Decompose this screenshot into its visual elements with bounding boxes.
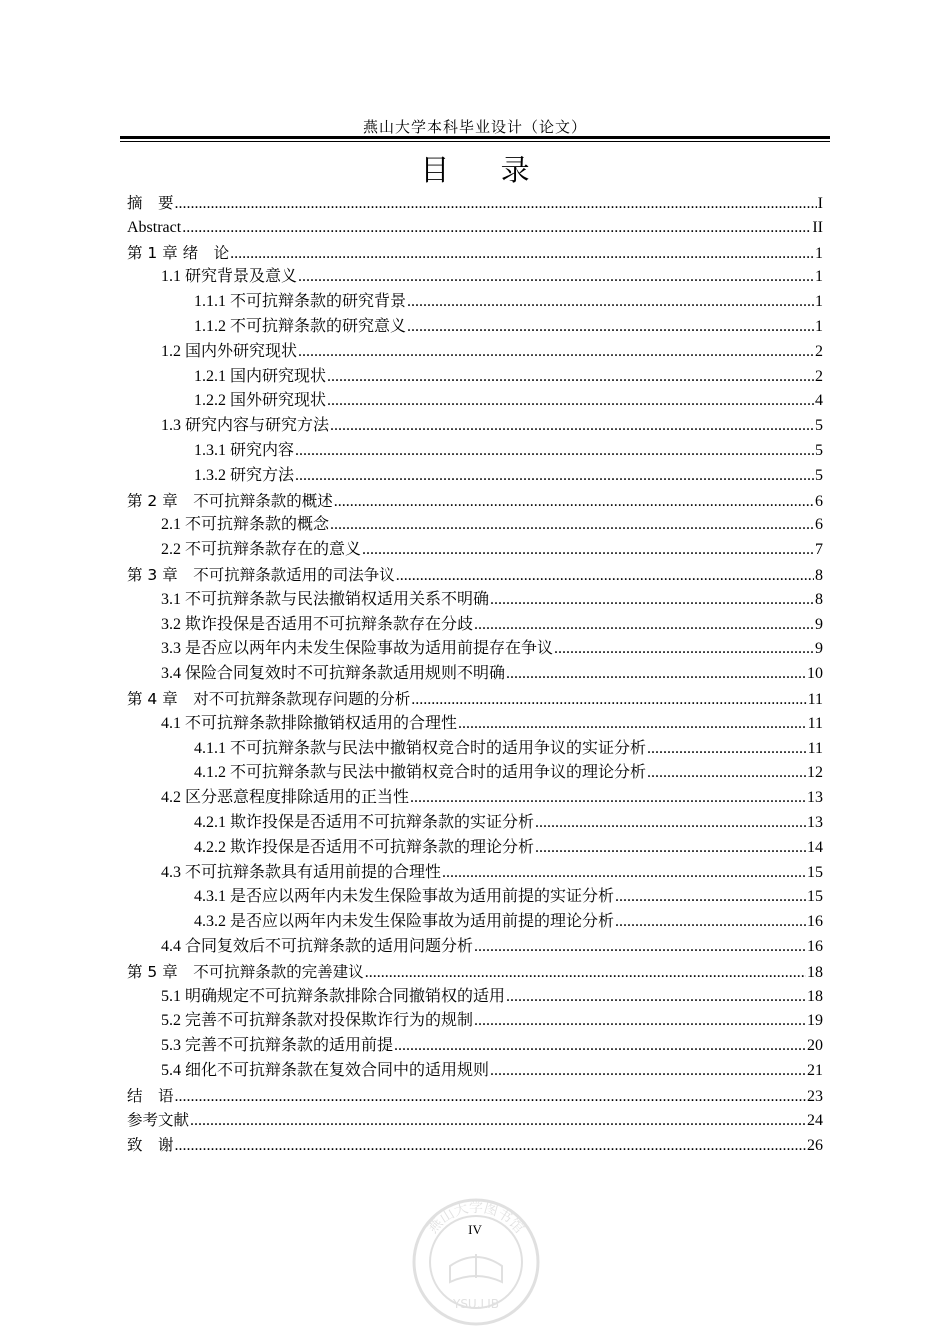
toc-entry-page: I xyxy=(817,195,823,212)
toc-dot-leader xyxy=(442,861,806,886)
toc-entry-page: 11 xyxy=(807,690,823,708)
toc-dot-leader xyxy=(407,290,814,315)
toc-entry-page: II xyxy=(812,218,823,236)
toc-entry-page: 1 xyxy=(815,244,823,262)
toc-entry[interactable] xyxy=(127,613,823,638)
toc-dot-leader xyxy=(175,1134,806,1159)
toc-entry-label: 3.2 欺诈投保是否适用不可抗辩条款存在分歧 xyxy=(161,615,474,633)
toc-entry-page: 4 xyxy=(815,392,823,410)
toc-entry[interactable] xyxy=(127,1108,823,1133)
toc-entry-label: 1.2.1 国内研究现状 xyxy=(194,367,327,385)
toc-entry[interactable] xyxy=(127,960,823,985)
toc-dot-leader xyxy=(182,216,811,241)
toc-entry-label: 1.2.2 国外研究现状 xyxy=(194,392,327,410)
toc-entry[interactable] xyxy=(127,861,823,886)
svg-text:燕山大学图书馆 xyxy=(424,1200,527,1237)
toc-entry[interactable] xyxy=(127,365,823,390)
toc-entry-label: 3.3 是否应以两年内未发生保险事故为适用前提存在争议 xyxy=(161,640,554,658)
toc-dot-leader xyxy=(474,1009,806,1034)
toc-entry-label: 3.4 保险合同复效时不可抗辩条款适用规则不明确 xyxy=(161,665,506,683)
toc-entry-page: 18 xyxy=(807,963,823,981)
toc-entry-page: 14 xyxy=(807,838,823,856)
toc-dot-leader xyxy=(327,365,814,390)
toc-dot-leader xyxy=(295,464,814,489)
toc-entry-label: 1.1 研究背景及意义 xyxy=(161,268,298,286)
toc-entry-label: 4.1.1 不可抗辩条款与民法中撤销权竞合时的适用争议的实证分析 xyxy=(194,739,647,757)
toc-entry-page: 16 xyxy=(807,913,823,931)
toc-entry-page: 1 xyxy=(815,268,823,286)
toc-entry-label: 5.2 完善不可抗辩条款对投保欺诈行为的规制 xyxy=(161,1012,474,1030)
toc-dot-leader xyxy=(298,340,814,365)
toc-entry-label: 3.1 不可抗辩条款与民法撤销权适用关系不明确 xyxy=(161,590,490,608)
toc-dot-leader xyxy=(334,490,814,515)
running-header: 燕山大学本科毕业设计（论文） xyxy=(362,120,587,136)
toc-entry-page: 6 xyxy=(815,492,823,510)
toc-entry-page: 11 xyxy=(807,739,823,757)
toc-entry-label: 5.1 明确规定不可抗辩条款排除合同撤销权的适用 xyxy=(161,987,506,1005)
toc-entry-page: 5 xyxy=(815,417,823,435)
toc-entry-page: 11 xyxy=(807,714,823,732)
toc-entry[interactable] xyxy=(127,216,823,241)
toc-entry-page: 19 xyxy=(807,1012,823,1030)
toc-entry-page: 8 xyxy=(815,566,823,584)
toc-entry[interactable] xyxy=(127,811,823,836)
toc-entry-page: 13 xyxy=(807,789,823,807)
toc-entry-page: 9 xyxy=(815,615,823,633)
toc-dot-leader xyxy=(615,885,806,910)
toc-dot-leader xyxy=(295,439,814,464)
toc-entry-label: 1.2 国内外研究现状 xyxy=(161,342,298,360)
toc-entry-label: 摘 要 xyxy=(127,194,174,212)
toc-entry-page: 21 xyxy=(807,1061,823,1079)
toc-entry[interactable] xyxy=(127,290,823,315)
toc-entry-label: 4.3 不可抗辩条款具有适用前提的合理性 xyxy=(161,863,442,881)
toc-dot-leader xyxy=(298,265,814,290)
toc-dot-leader xyxy=(230,242,814,267)
toc-dot-leader xyxy=(410,786,806,811)
toc-entry-label: 第 5 章 不可抗辩条款的完善建议 xyxy=(127,962,364,981)
page-title: 目 录 xyxy=(420,155,552,187)
toc-dot-leader xyxy=(407,315,814,340)
toc-dot-leader xyxy=(506,662,806,687)
toc-entry-label: 第 3 章 不可抗辩条款适用的司法争议 xyxy=(127,565,395,584)
toc-entry-label: 1.1.1 不可抗辩条款的研究背景 xyxy=(194,293,407,311)
toc-dot-leader xyxy=(330,513,814,538)
toc-entry-label: 4.1 不可抗辩条款排除撤销权适用的合理性 xyxy=(161,714,458,732)
toc-dot-leader xyxy=(396,564,814,589)
header-rule-thick xyxy=(120,136,830,139)
toc-dot-leader xyxy=(330,414,814,439)
toc-dot-leader xyxy=(647,761,806,786)
toc-entry-page: 7 xyxy=(815,541,823,559)
toc-entry-label: 4.2.1 欺诈投保是否适用不可抗辩条款的实证分析 xyxy=(194,813,535,831)
toc-entry-page: 6 xyxy=(815,516,823,534)
stamp-text-top: 燕山大学图书馆 xyxy=(425,1200,527,1237)
toc-dot-leader xyxy=(474,935,806,960)
toc-entry[interactable] xyxy=(127,464,823,489)
library-stamp xyxy=(410,1196,542,1328)
toc-entry-label: 4.4 合同复效后不可抗辩条款的适用问题分析 xyxy=(161,937,474,955)
toc-entry-label: 1.3.2 研究方法 xyxy=(194,466,295,484)
toc-dot-leader xyxy=(458,712,807,737)
toc-entry-label: 致 谢 xyxy=(127,1136,174,1155)
toc-entry[interactable] xyxy=(127,265,823,290)
toc-entry-label: 4.3.1 是否应以两年内未发生保险事故为适用前提的实证分析 xyxy=(194,888,615,906)
toc-entry[interactable] xyxy=(127,315,823,340)
toc-entry-page: 15 xyxy=(807,888,823,906)
toc-entry[interactable] xyxy=(127,563,823,588)
page-number: IV xyxy=(468,1222,482,1237)
toc-dot-leader xyxy=(474,613,814,638)
toc-entry-label: 第 2 章 不可抗辩条款的概述 xyxy=(127,491,333,510)
toc-entry-page: 23 xyxy=(807,1087,823,1105)
toc-dot-leader xyxy=(190,1109,806,1134)
toc-dot-leader xyxy=(490,588,814,613)
toc-entry-page: 8 xyxy=(815,590,823,608)
toc-entry[interactable] xyxy=(127,1084,823,1109)
toc-entry[interactable] xyxy=(127,191,823,216)
toc-entry[interactable] xyxy=(127,1059,823,1084)
toc-entry[interactable] xyxy=(127,588,823,613)
toc-entry[interactable] xyxy=(127,761,823,786)
toc-entry-page: 24 xyxy=(807,1112,823,1130)
toc-entry-page: 10 xyxy=(807,665,823,683)
toc-entry-page: 12 xyxy=(807,764,823,782)
toc-entry[interactable] xyxy=(127,1034,823,1059)
toc-dot-leader xyxy=(362,538,814,563)
toc-entry-label: 2.2 不可抗辩条款存在的意义 xyxy=(161,541,362,559)
toc-entry[interactable] xyxy=(127,786,823,811)
toc-entry-page: 18 xyxy=(807,987,823,1005)
table-of-contents xyxy=(127,191,823,1158)
toc-entry-label: 第 4 章 对不可抗辩条款现存问题的分析 xyxy=(127,689,411,708)
stamp-text-bottom: YSU.LIB xyxy=(452,1297,500,1311)
toc-dot-leader xyxy=(615,910,806,935)
toc-entry-label: 1.1.2 不可抗辩条款的研究意义 xyxy=(194,317,407,335)
toc-entry[interactable] xyxy=(127,389,823,414)
toc-entry[interactable] xyxy=(127,1133,823,1158)
toc-dot-leader xyxy=(506,985,806,1010)
toc-entry-label: 2.1 不可抗辩条款的概念 xyxy=(161,516,330,534)
toc-entry-label: 4.2 区分恶意程度排除适用的正当性 xyxy=(161,789,410,807)
toc-entry-label: 结 语 xyxy=(127,1086,174,1105)
toc-entry[interactable] xyxy=(127,662,823,687)
toc-entry[interactable] xyxy=(127,712,823,737)
toc-entry-label: 第 1 章 绪 论 xyxy=(127,243,230,262)
toc-entry-label: 4.2.2 欺诈投保是否适用不可抗辩条款的理论分析 xyxy=(194,838,535,856)
toc-dot-leader xyxy=(535,836,806,861)
toc-entry[interactable] xyxy=(127,538,823,563)
toc-entry-page: 20 xyxy=(807,1037,823,1055)
toc-dot-leader xyxy=(175,192,817,217)
toc-entry-label: 参考文献 xyxy=(127,1111,190,1130)
toc-entry-label: Abstract xyxy=(127,218,182,236)
toc-entry-page: 2 xyxy=(815,342,823,360)
toc-entry[interactable] xyxy=(127,414,823,439)
toc-entry[interactable] xyxy=(127,687,823,712)
toc-dot-leader xyxy=(411,688,806,713)
toc-entry-label: 5.3 完善不可抗辩条款的适用前提 xyxy=(161,1037,394,1055)
toc-entry-page: 1 xyxy=(815,293,823,311)
toc-entry-label: 1.3 研究内容与研究方法 xyxy=(161,417,330,435)
toc-entry[interactable] xyxy=(127,340,823,365)
toc-entry[interactable] xyxy=(127,935,823,960)
toc-entry-label: 1.3.1 研究内容 xyxy=(194,441,295,459)
toc-entry[interactable] xyxy=(127,489,823,514)
toc-dot-leader xyxy=(490,1059,806,1084)
toc-entry[interactable] xyxy=(127,885,823,910)
toc-dot-leader xyxy=(365,961,806,986)
toc-dot-leader xyxy=(175,1085,806,1110)
toc-entry-page: 15 xyxy=(807,863,823,881)
toc-dot-leader xyxy=(647,737,807,762)
toc-entry[interactable] xyxy=(127,439,823,464)
toc-entry[interactable] xyxy=(127,513,823,538)
toc-dot-leader xyxy=(394,1034,806,1059)
toc-entry-page: 26 xyxy=(807,1137,823,1155)
toc-entry-page: 16 xyxy=(807,937,823,955)
header-rule-thin xyxy=(120,141,830,142)
toc-entry-label: 5.4 细化不可抗辩条款在复效合同中的适用规则 xyxy=(161,1061,490,1079)
toc-dot-leader xyxy=(554,637,814,662)
toc-entry[interactable] xyxy=(127,737,823,762)
toc-dot-leader xyxy=(535,811,806,836)
toc-entry-page: 5 xyxy=(815,441,823,459)
toc-entry-page: 5 xyxy=(815,466,823,484)
toc-entry[interactable] xyxy=(127,1009,823,1034)
toc-entry-page: 2 xyxy=(815,367,823,385)
toc-entry-page: 13 xyxy=(807,813,823,831)
toc-entry[interactable] xyxy=(127,910,823,935)
toc-entry-label: 4.3.2 是否应以两年内未发生保险事故为适用前提的理论分析 xyxy=(194,913,615,931)
toc-entry[interactable] xyxy=(127,241,823,266)
toc-dot-leader xyxy=(327,389,814,414)
toc-entry[interactable] xyxy=(127,985,823,1010)
toc-entry[interactable] xyxy=(127,836,823,861)
toc-entry-label: 4.1.2 不可抗辩条款与民法中撤销权竞合时的适用争议的理论分析 xyxy=(194,764,647,782)
toc-entry-page: 9 xyxy=(815,640,823,658)
toc-entry-page: 1 xyxy=(815,317,823,335)
toc-entry[interactable] xyxy=(127,637,823,662)
